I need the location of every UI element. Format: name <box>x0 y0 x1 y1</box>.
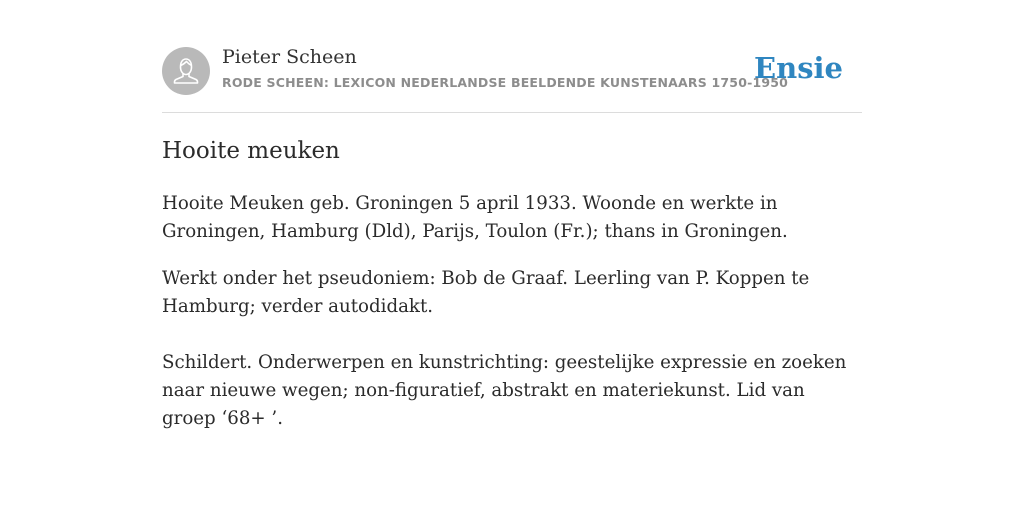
source-title[interactable]: RODE SCHEEN: LEXICON NEDERLANDSE BEELDENDE KUNSTENAARS 1750-1950 <box>222 75 789 90</box>
user-silhouette-icon <box>162 47 210 95</box>
article-page <box>162 0 862 429</box>
article-title: Hooite meuken <box>162 138 340 164</box>
article-paragraph: Hooite Meuken geb. Groningen 5 april 1933. Woonde en werkte in Groningen, Hamburg (Dld), Parijs, Toulon (Fr.); thans in Groningen. <box>162 193 788 242</box>
avatar[interactable] <box>162 47 210 95</box>
article-header <box>162 0 862 113</box>
author-name[interactable]: Pieter Scheen <box>222 46 357 68</box>
article-paragraph: Werkt onder het pseudoniem: Bob de Graaf. Leerling van P. Koppen te Hamburg; verder autodidakt. <box>162 268 810 317</box>
ensie-logo[interactable]: Ensie <box>754 51 843 85</box>
article-paragraph: Schildert. Onderwerpen en kunstrichting: geestelijke expressie en zoeken naar nieuwe wegen; non-figuratief, abstrakt en materiekunst. Lid van groep ‘68+ ’. <box>162 352 847 429</box>
